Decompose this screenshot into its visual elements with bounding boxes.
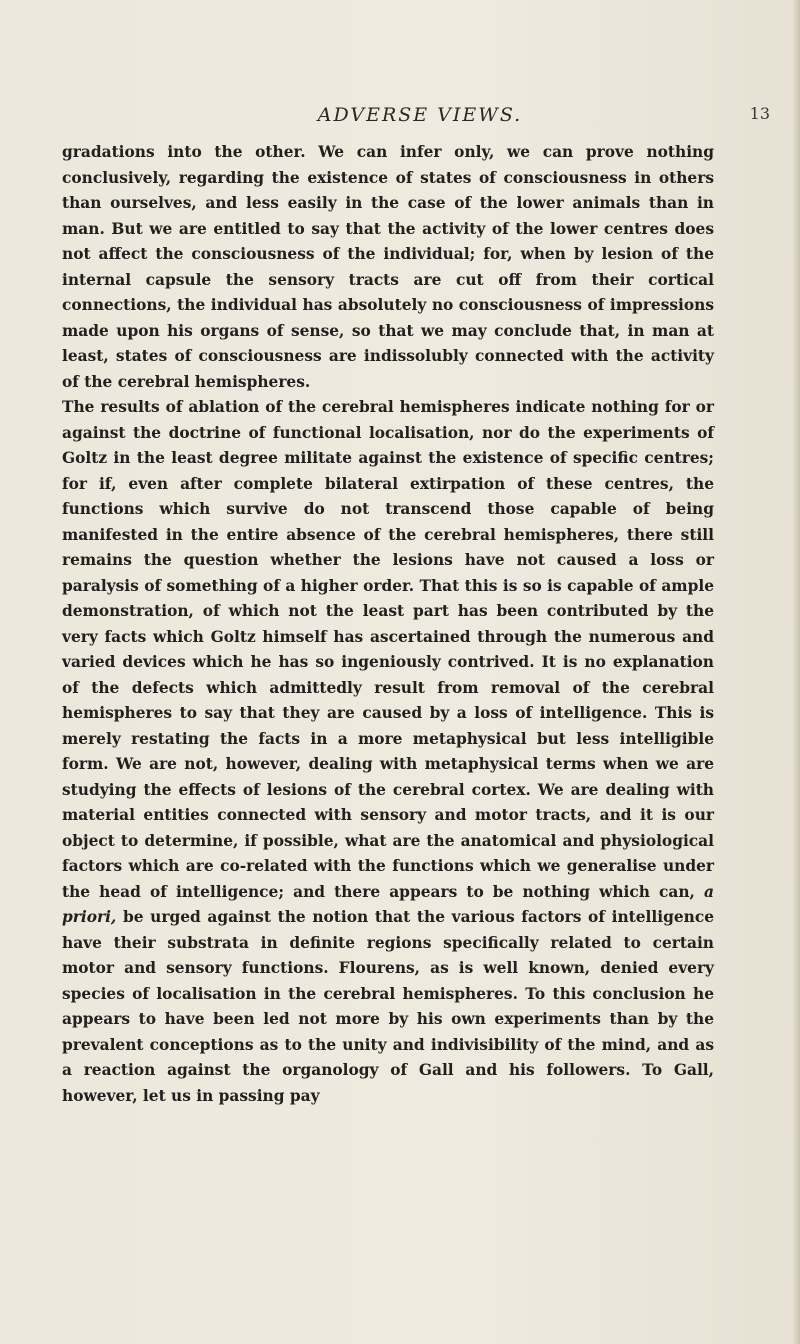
page-edge-shadow	[792, 0, 800, 1344]
latin-phrase-a-priori: a priori,	[62, 882, 714, 926]
body-text	[62, 140, 714, 1109]
paragraph-2-part-b: be urged against the notion that the various factors of intelligence have their substrata in definite regions specifically related to certain motor and sensory functions. Flourens, as is well known, denied every species of localisation in the cerebral hemispheres. To this conclusion he appears to have been led not more by his own experiments than by the prevalent conceptions as to the unity and indivisibility of the mind, and as a reaction against the organology of Gall and his followers. To Gall, however, let us in passing pay	[62, 908, 714, 1105]
running-title: ADVERSE VIEWS.	[317, 104, 523, 126]
paragraph-2	[62, 395, 714, 1109]
paragraph-1: gradations into the other. We can infer only, we can prove nothing conclusively, regarding the existence of states of consciousness in others than ourselves, and less easily in the case of the lower animals than in man. But we are entitled to say that the activity of the lower centres does not affect the consciousness of the individual; for, when by lesion of the internal capsule the sensory tracts are cut off from their cortical connections, the individual has absolutely no consciousness of impressions made upon his organs of sense, so that we may conclude that, in man at least, states of consciousness are indissolubly connected with the activity of the cerebral hemispheres.	[62, 143, 714, 391]
paragraph-2-part-a: The results of ablation of the cerebral hemispheres indicate nothing for or against the doctrine of functional localisation, nor do the experiments of Goltz in the least degree militate against the existence of specific centres; for if, even after complete bilateral extirpation of these centres, the functions which survive do not transcend those capable of being manifested in the entire absence of the cerebral hemispheres, there still remains the question whether the lesions have not caused a loss or paralysis of something of a higher order. That this is so is capable of ample demonstration, of which not the least part has been contributed by the very facts which Goltz himself has ascertained through the numerous and varied devices which he has so ingeniously contrived. It is no explanation of the defects which admittedly result from removal of the cerebral hemispheres to say that they are caused by a loss of intelligence. This is merely restating the facts in a more metaphysical but less intelligible form. We are not, however, dealing with metaphysical terms when we are studying the effects of lesions of the cerebral cortex. We are dealing with material entities connected with sensory and motor tracts, and it is our object to determine, if possible, what are the anatomical and physiological factors which are co-related with the functions which we generalise under the head of intelligence; and there appears to be nothing which can,	[62, 398, 714, 901]
page-header	[60, 104, 780, 134]
page-number: 13	[749, 104, 770, 123]
